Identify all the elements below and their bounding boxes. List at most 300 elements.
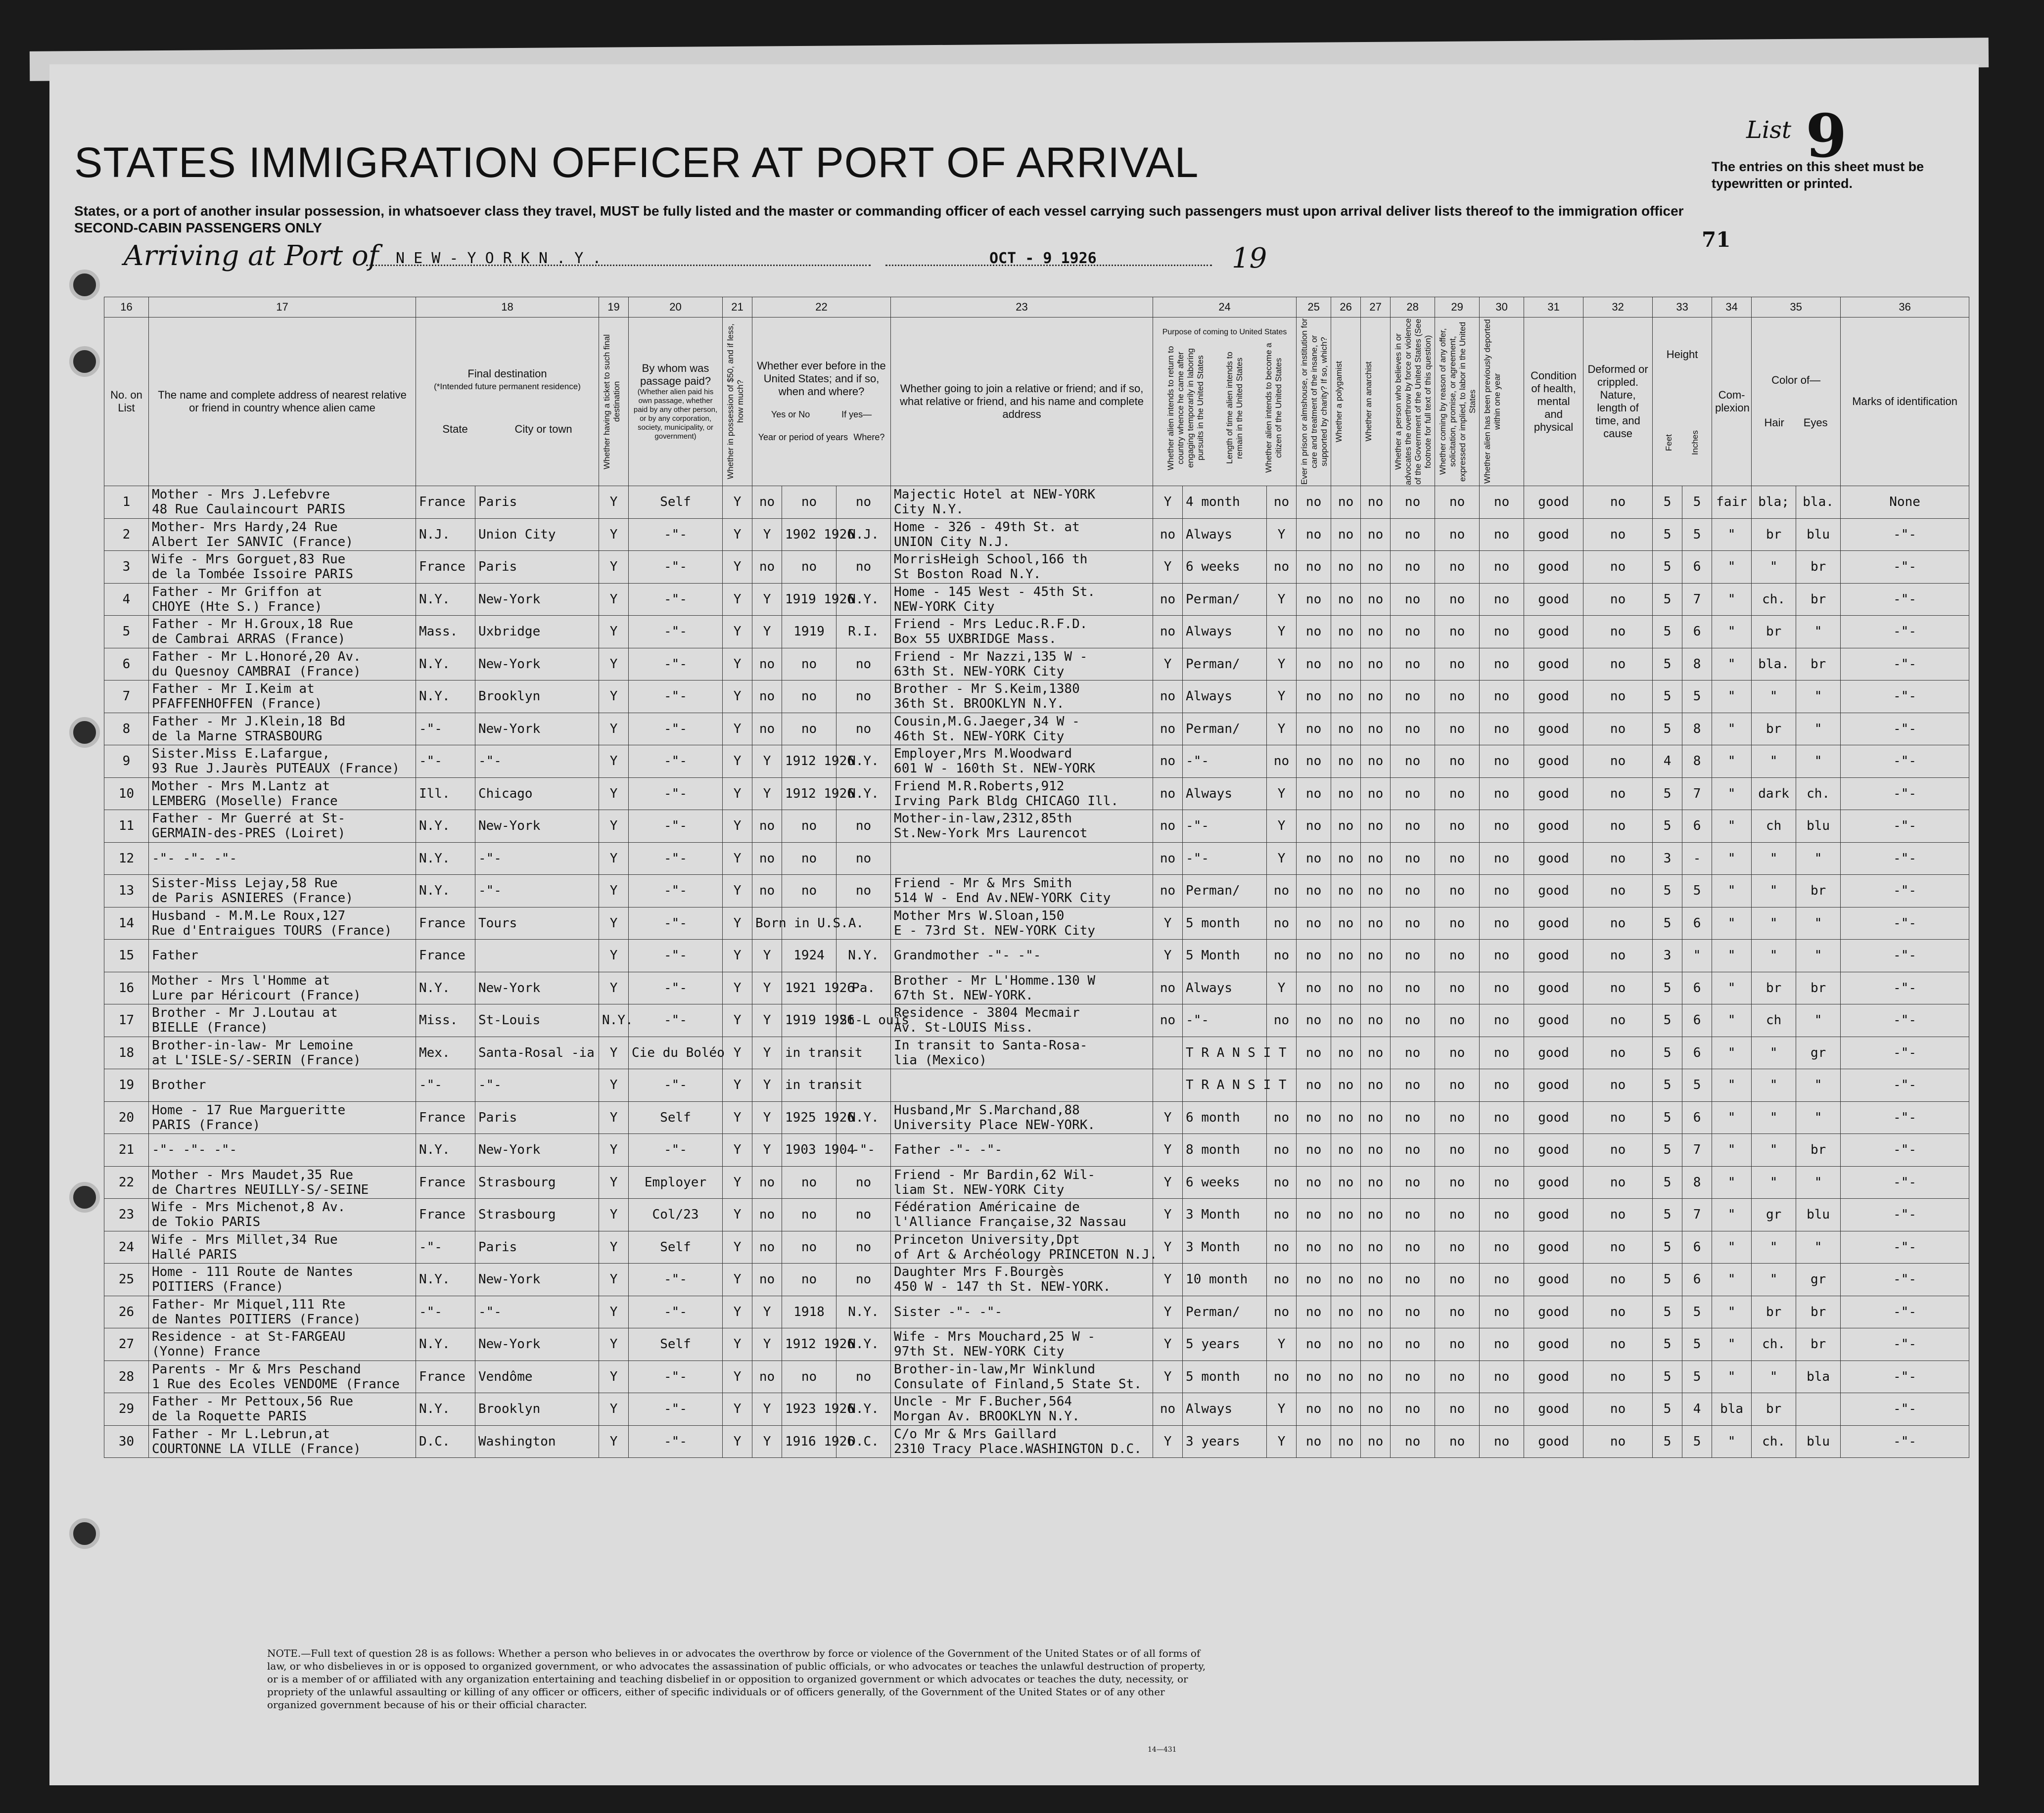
deported-flag: no: [1480, 1231, 1524, 1264]
intends-citizen: no: [1267, 486, 1297, 519]
deformed-flag: no: [1583, 551, 1653, 584]
identification-marks: -"-: [1841, 810, 1969, 843]
ticket-flag: Y: [599, 1069, 629, 1102]
health-condition: good: [1524, 1004, 1583, 1037]
purpose-length: Length of time alien intends to remain in the United States: [1224, 352, 1244, 464]
destination-state: -"-: [416, 745, 475, 778]
row-number: 19: [104, 1069, 149, 1102]
intends-return: Y: [1153, 486, 1183, 519]
list-note: The entries on this sheet must be typewritten or printed.: [1712, 159, 1924, 191]
prison-flag: no: [1297, 842, 1331, 875]
complexion: ": [1712, 713, 1752, 745]
complexion: ": [1712, 1296, 1752, 1328]
destination-city: New-York: [475, 972, 599, 1004]
ever-before-flag: Y: [752, 1425, 782, 1458]
prison-flag: no: [1297, 1231, 1331, 1264]
joining-relative: [891, 1101, 1153, 1134]
deformed-flag: no: [1583, 1296, 1653, 1328]
height-feet: 5: [1653, 1425, 1682, 1458]
destination-state: N.Y.: [416, 583, 475, 616]
visit-years: no: [782, 680, 836, 713]
stay-length: 3 Month: [1183, 1231, 1267, 1264]
instructions-line-1: States, or a port of another insular possession, in whatsoever class they travel, MUST be fully listed and the master or commanding officer of each vessel carrying such passengers must upon arrival deliver lists thereof to the immigration officer: [74, 203, 1684, 219]
anarchist-flag: no: [1361, 1134, 1391, 1167]
height-inches: 8: [1682, 1166, 1712, 1199]
deported-flag: no: [1480, 486, 1524, 519]
visit-where: no: [836, 1360, 891, 1393]
anarchist-flag: no: [1361, 810, 1391, 843]
joining-relative: [891, 745, 1153, 778]
prison-flag: no: [1297, 940, 1331, 972]
joining-relative-line: Friend - Mr Bardin,62 Wil-: [894, 1167, 1096, 1182]
passage-paid-by: -"-: [629, 972, 723, 1004]
deported-flag: no: [1480, 1360, 1524, 1393]
destination-city: Vendôme: [475, 1360, 599, 1393]
destination-state: France: [416, 551, 475, 584]
complexion: ": [1712, 583, 1752, 616]
anarchist-flag: no: [1361, 972, 1391, 1004]
table-row: [104, 486, 1969, 519]
offer-flag: no: [1435, 616, 1480, 648]
complexion: ": [1712, 1166, 1752, 1199]
identification-marks: -"-: [1841, 616, 1969, 648]
joining-relative: [891, 1004, 1153, 1037]
hair-color: ": [1752, 940, 1796, 972]
visit-years: in transit: [782, 1037, 836, 1069]
stay-length: 6 weeks: [1183, 551, 1267, 584]
destination-state: N.Y.: [416, 1328, 475, 1361]
deported-flag: no: [1480, 713, 1524, 745]
health-condition: good: [1524, 518, 1583, 551]
stay-length: Always: [1183, 1393, 1267, 1426]
joining-relative-line: Box 55 UXBRIDGE Mass.: [894, 632, 1057, 647]
joining-relative: [891, 1134, 1153, 1167]
fifty-dollars-flag: Y: [723, 713, 752, 745]
visit-years: 1918: [782, 1296, 836, 1328]
row-number: 5: [104, 616, 149, 648]
header-health: Condition of health, mental and physical: [1524, 317, 1583, 486]
joining-relative: [891, 1328, 1153, 1361]
binder-hole: [69, 270, 100, 300]
height-feet: 5: [1653, 486, 1682, 519]
relative-address-line: Mother - Mrs Maudet,35 Rue: [152, 1167, 353, 1182]
stay-length: 5 month: [1183, 1360, 1267, 1393]
intends-citizen: Y: [1267, 777, 1297, 810]
deformed-flag: no: [1583, 810, 1653, 843]
hair-color: ": [1752, 1264, 1796, 1296]
offer-flag: no: [1435, 907, 1480, 940]
visit-where: no: [836, 713, 891, 745]
anarchist-flag: no: [1361, 1296, 1391, 1328]
eye-color: br: [1796, 583, 1841, 616]
ever-before-flag: Y: [752, 1037, 782, 1069]
joining-relative-line: 450 W - 147 th St. NEW-YORK.: [894, 1279, 1111, 1295]
header-deformed: Deformed or crippled. Nature, length of time, and cause: [1583, 317, 1653, 486]
row-number: 26: [104, 1296, 149, 1328]
visit-years: no: [782, 713, 836, 745]
joining-relative: [891, 777, 1153, 810]
height-inches: 6: [1682, 1264, 1712, 1296]
organized-gov-flag: no: [1391, 1264, 1435, 1296]
binder-hole: [69, 1518, 100, 1549]
destination-city: Uxbridge: [475, 616, 599, 648]
visit-years: 1919: [782, 616, 836, 648]
ticket-flag: Y: [599, 551, 629, 584]
anarchist-flag: no: [1361, 680, 1391, 713]
passage-paid-by: -"-: [629, 583, 723, 616]
relative-address-line: de Cambrai ARRAS (France): [152, 632, 346, 647]
intends-citizen: Y: [1267, 713, 1297, 745]
ticket-flag: Y: [599, 972, 629, 1004]
height-inches: 6: [1682, 907, 1712, 940]
passage-paid-by: -"-: [629, 1134, 723, 1167]
eye-color: br: [1796, 648, 1841, 680]
intends-citizen: no: [1267, 551, 1297, 584]
fifty-dollars-flag: Y: [723, 1425, 752, 1458]
ever-before-flag: Y: [752, 745, 782, 778]
hair-color: ch: [1752, 810, 1796, 843]
offer-flag: no: [1435, 1425, 1480, 1458]
fifty-dollars-flag: Y: [723, 551, 752, 584]
if-yes-label: If yes—: [841, 409, 872, 419]
column-number: 18: [416, 297, 599, 317]
table-row: [104, 940, 1969, 972]
joining-relative-line: 67th St. NEW-YORK.: [894, 988, 1033, 1003]
stay-length: Always: [1183, 777, 1267, 810]
joining-relative-line: University Place NEW-YORK.: [894, 1117, 1096, 1133]
passage-paid-by: Self: [629, 1328, 723, 1361]
joining-relative: [891, 972, 1153, 1004]
destination-state: France: [416, 940, 475, 972]
destination-city: Strasbourg: [475, 1199, 599, 1231]
deported-flag: no: [1480, 745, 1524, 778]
eye-color: gr: [1796, 1264, 1841, 1296]
deported-flag: no: [1480, 1425, 1524, 1458]
intends-citizen: no: [1267, 1199, 1297, 1231]
city-label: City or town: [514, 423, 572, 435]
destination-city: Tours: [475, 907, 599, 940]
organized-gov-flag: no: [1391, 777, 1435, 810]
deformed-flag: no: [1583, 1328, 1653, 1361]
ever-before-flag: no: [752, 1264, 782, 1296]
deformed-flag: no: [1583, 1425, 1653, 1458]
complexion: ": [1712, 745, 1752, 778]
table-row: [104, 972, 1969, 1004]
anarchist-flag: no: [1361, 486, 1391, 519]
complexion: ": [1712, 1425, 1752, 1458]
stay-length: Perman/: [1183, 583, 1267, 616]
relative-address-line: Sister.Miss E.Lafargue,: [152, 746, 330, 762]
joining-relative: [891, 940, 1153, 972]
identification-marks: -"-: [1841, 1004, 1969, 1037]
destination-city: -"-: [475, 875, 599, 907]
ticket-flag: Y: [599, 486, 629, 519]
deported-flag: no: [1480, 648, 1524, 680]
visit-where: -"-: [836, 1134, 891, 1167]
hair-color: ": [1752, 1231, 1796, 1264]
destination-city: New-York: [475, 1328, 599, 1361]
hair-color: br: [1752, 518, 1796, 551]
relative-address-line: Wife - Mrs Gorguet,83 Rue: [152, 552, 346, 567]
binder-hole: [69, 717, 100, 748]
polygamist-flag: no: [1331, 1264, 1361, 1296]
table-row: [104, 1393, 1969, 1426]
hair-color: gr: [1752, 1199, 1796, 1231]
relative-address-line: de Paris ASNIERES (France): [152, 891, 353, 906]
complexion: fair: [1712, 486, 1752, 519]
visit-where: St-L ouis: [836, 1004, 891, 1037]
joining-relative-line: C/o Mr & Mrs Gaillard: [894, 1426, 1057, 1442]
relative-address-line: de la Tombée Issoire PARIS: [152, 567, 353, 582]
row-number: 25: [104, 1264, 149, 1296]
destination-city: St-Louis: [475, 1004, 599, 1037]
visit-where: Pa.: [836, 972, 891, 1004]
eye-color: br: [1796, 1134, 1841, 1167]
deported-flag: no: [1480, 583, 1524, 616]
polygamist-flag: no: [1331, 1393, 1361, 1426]
height-feet: 5: [1653, 1101, 1682, 1134]
relative-address: [149, 713, 416, 745]
deformed-flag: no: [1583, 1264, 1653, 1296]
visit-years: no: [782, 1199, 836, 1231]
hair-color: br: [1752, 713, 1796, 745]
prison-flag: no: [1297, 1166, 1331, 1199]
offer-flag: no: [1435, 518, 1480, 551]
anarchist-flag: no: [1361, 1328, 1391, 1361]
height-feet: 5: [1653, 518, 1682, 551]
organized-gov-flag: no: [1391, 616, 1435, 648]
visit-where: no: [836, 551, 891, 584]
polygamist-flag: no: [1331, 1199, 1361, 1231]
relative-address-line: Brother - Mr J.Loutau at: [152, 1005, 338, 1021]
fifty-dollars-flag: Y: [723, 583, 752, 616]
relative-address-line: at L'ISLE-S/-SERIN (France): [152, 1052, 361, 1068]
polygamist-flag: no: [1331, 1360, 1361, 1393]
destination-state: N.Y.: [416, 648, 475, 680]
port-of-arrival: N E W - Y O R K N . Y .: [396, 250, 602, 267]
relative-address-line: PARIS (France): [152, 1117, 261, 1133]
relative-address: [149, 486, 416, 519]
polygamist-flag: no: [1331, 1004, 1361, 1037]
deformed-flag: no: [1583, 1134, 1653, 1167]
row-number: 28: [104, 1360, 149, 1393]
complexion: ": [1712, 842, 1752, 875]
relative-address-line: de Chartres NEUILLY-S/-SEINE: [152, 1182, 369, 1197]
polygamist-flag: no: [1331, 680, 1361, 713]
header-polygamist: Whether a polygamist: [1334, 361, 1344, 443]
health-condition: good: [1524, 907, 1583, 940]
health-condition: good: [1524, 1264, 1583, 1296]
relative-address: [149, 551, 416, 584]
eye-color: blu: [1796, 1425, 1841, 1458]
passage-paid-by: -"-: [629, 1296, 723, 1328]
stay-length: 3 Month: [1183, 1199, 1267, 1231]
relative-address: [149, 1360, 416, 1393]
polygamist-flag: no: [1331, 1037, 1361, 1069]
anarchist-flag: no: [1361, 1393, 1391, 1426]
identification-marks: -"-: [1841, 1264, 1969, 1296]
row-number: 14: [104, 907, 149, 940]
purpose-label: Purpose of coming to United States: [1162, 328, 1287, 336]
organized-gov-flag: no: [1391, 1199, 1435, 1231]
height-feet: 5: [1653, 1199, 1682, 1231]
health-condition: good: [1524, 1393, 1583, 1426]
passage-paid-by: -"-: [629, 777, 723, 810]
instructions-line-2: SECOND-CABIN PASSENGERS ONLY: [74, 220, 322, 235]
height-inches: 6: [1682, 1101, 1712, 1134]
identification-marks: -"-: [1841, 1231, 1969, 1264]
stay-length: Perman/: [1183, 875, 1267, 907]
visit-where: N.Y.: [836, 1328, 891, 1361]
joining-relative-line: Princeton University,Dpt: [894, 1232, 1080, 1247]
deformed-flag: no: [1583, 907, 1653, 940]
height-inches: 6: [1682, 1231, 1712, 1264]
intends-citizen: Y: [1267, 583, 1297, 616]
intends-return: Y: [1153, 1264, 1183, 1296]
offer-flag: no: [1435, 875, 1480, 907]
destination-state: France: [416, 1166, 475, 1199]
intends-return: no: [1153, 972, 1183, 1004]
visit-years: in transit: [782, 1069, 836, 1102]
color-label: Color of—: [1771, 374, 1821, 386]
relative-address-line: Parents - Mr & Mrs Peschand: [152, 1361, 361, 1377]
destination-city: Chicago: [475, 777, 599, 810]
joining-relative-line: Irving Park Bldg CHICAGO Ill.: [894, 793, 1118, 809]
final-destination-label: Final destination: [467, 367, 547, 380]
relative-address-line: Rue d'Entraigues TOURS (France): [152, 923, 392, 938]
identification-marks: -"-: [1841, 551, 1969, 584]
polygamist-flag: no: [1331, 1069, 1361, 1102]
stay-length: Always: [1183, 518, 1267, 551]
health-condition: good: [1524, 842, 1583, 875]
passage-paid-by: Self: [629, 486, 723, 519]
fifty-dollars-flag: Y: [723, 1199, 752, 1231]
joining-relative-line: Friend - Mrs Leduc.R.F.D.: [894, 617, 1088, 632]
anarchist-flag: no: [1361, 842, 1391, 875]
complexion: ": [1712, 1134, 1752, 1167]
ticket-flag: Y: [599, 1425, 629, 1458]
complexion: ": [1712, 907, 1752, 940]
fifty-dollars-flag: Y: [723, 1328, 752, 1361]
ever-before-flag: Y: [752, 1328, 782, 1361]
intends-return: Y: [1153, 1425, 1183, 1458]
relative-address: [149, 1101, 416, 1134]
ticket-flag: Y: [599, 648, 629, 680]
eye-color: ": [1796, 1004, 1841, 1037]
table-row: [104, 1231, 1969, 1264]
relative-address-line: Father - Mr H.Groux,18 Rue: [152, 617, 353, 632]
identification-marks: None: [1841, 486, 1969, 519]
joining-relative: [891, 1231, 1158, 1264]
hair-color: br: [1752, 972, 1796, 1004]
identification-marks: -"-: [1841, 907, 1969, 940]
fifty-dollars-flag: Y: [723, 486, 752, 519]
complexion: ": [1712, 680, 1752, 713]
height-feet: 5: [1653, 648, 1682, 680]
complexion: ": [1712, 1004, 1752, 1037]
organized-gov-flag: no: [1391, 583, 1435, 616]
height-inches: 6: [1682, 616, 1712, 648]
intends-citizen: Y: [1267, 1425, 1297, 1458]
relative-address-line: Father - Mr L.Honoré,20 Av.: [152, 649, 361, 664]
visit-years: 1924: [782, 940, 836, 972]
ever-before-flag: Y: [752, 1101, 782, 1134]
joining-relative-line: Residence - 3804 Mecmair: [894, 1005, 1080, 1021]
intends-return: Y: [1153, 1134, 1183, 1167]
ever-before-flag: Y: [752, 1134, 782, 1167]
stay-length: Perman/: [1183, 713, 1267, 745]
passage-paid-by: -"-: [629, 907, 723, 940]
prison-flag: no: [1297, 518, 1331, 551]
organized-gov-flag: no: [1391, 907, 1435, 940]
row-number: 18: [104, 1037, 149, 1069]
intends-return: no: [1153, 777, 1183, 810]
deformed-flag: no: [1583, 1037, 1653, 1069]
visit-where: N.Y.: [836, 1393, 891, 1426]
height-feet: 5: [1653, 1264, 1682, 1296]
ticket-flag: Y: [599, 907, 629, 940]
health-condition: good: [1524, 1134, 1583, 1167]
visit-where: no: [836, 648, 891, 680]
ever-before-flag: no: [752, 713, 782, 745]
hair-color: ": [1752, 1134, 1796, 1167]
destination-state: Ill.: [416, 777, 475, 810]
ticket-flag: Y: [599, 940, 629, 972]
passage-paid-by: Employer: [629, 1166, 723, 1199]
joining-relative: [891, 1199, 1153, 1231]
visit-years: no: [782, 1231, 836, 1264]
ticket-flag: Y: [599, 1264, 629, 1296]
eye-color: bla: [1796, 1360, 1841, 1393]
fifty-dollars-flag: Y: [723, 907, 752, 940]
complexion: ": [1712, 1101, 1752, 1134]
header-complexion: Com-plexion: [1712, 317, 1752, 486]
row-number: 2: [104, 518, 149, 551]
intends-citizen: no: [1267, 1296, 1297, 1328]
intends-return: no: [1153, 713, 1183, 745]
joining-relative-line: Brother - Mr L'Homme.130 W: [894, 973, 1096, 988]
hair-color: ch.: [1752, 1328, 1796, 1361]
hair-color: ch: [1752, 1004, 1796, 1037]
relative-address-line: Mother- Mrs Hardy,24 Rue: [152, 519, 338, 535]
anarchist-flag: no: [1361, 583, 1391, 616]
polygamist-flag: no: [1331, 745, 1361, 778]
height-feet: 3: [1653, 842, 1682, 875]
height-feet: 5: [1653, 875, 1682, 907]
polygamist-flag: no: [1331, 972, 1361, 1004]
prison-flag: no: [1297, 1425, 1331, 1458]
polygamist-flag: no: [1331, 1296, 1361, 1328]
page-title: STATES IMMIGRATION OFFICER AT PORT OF ARRIVAL: [74, 139, 1199, 186]
stay-length: Always: [1183, 972, 1267, 1004]
header-height: [1653, 317, 1712, 486]
height-feet: 5: [1653, 616, 1682, 648]
table-row: [104, 810, 1969, 843]
offer-flag: no: [1435, 810, 1480, 843]
joining-relative-line: City N.Y.: [894, 502, 964, 517]
relative-address-line: Mother - Mrs M.Lantz at: [152, 778, 330, 794]
organized-gov-flag: no: [1391, 1393, 1435, 1426]
stay-length: T R A N S I T: [1183, 1069, 1267, 1102]
relative-address-line: Home - 17 Rue Margueritte: [152, 1102, 346, 1118]
deformed-flag: no: [1583, 1166, 1653, 1199]
eye-color: ch.: [1796, 777, 1841, 810]
destination-state: N.Y.: [416, 810, 475, 843]
relative-address: [149, 616, 416, 648]
anarchist-flag: no: [1361, 518, 1391, 551]
organized-gov-flag: no: [1391, 940, 1435, 972]
stay-length: T R A N S I T: [1183, 1037, 1267, 1069]
